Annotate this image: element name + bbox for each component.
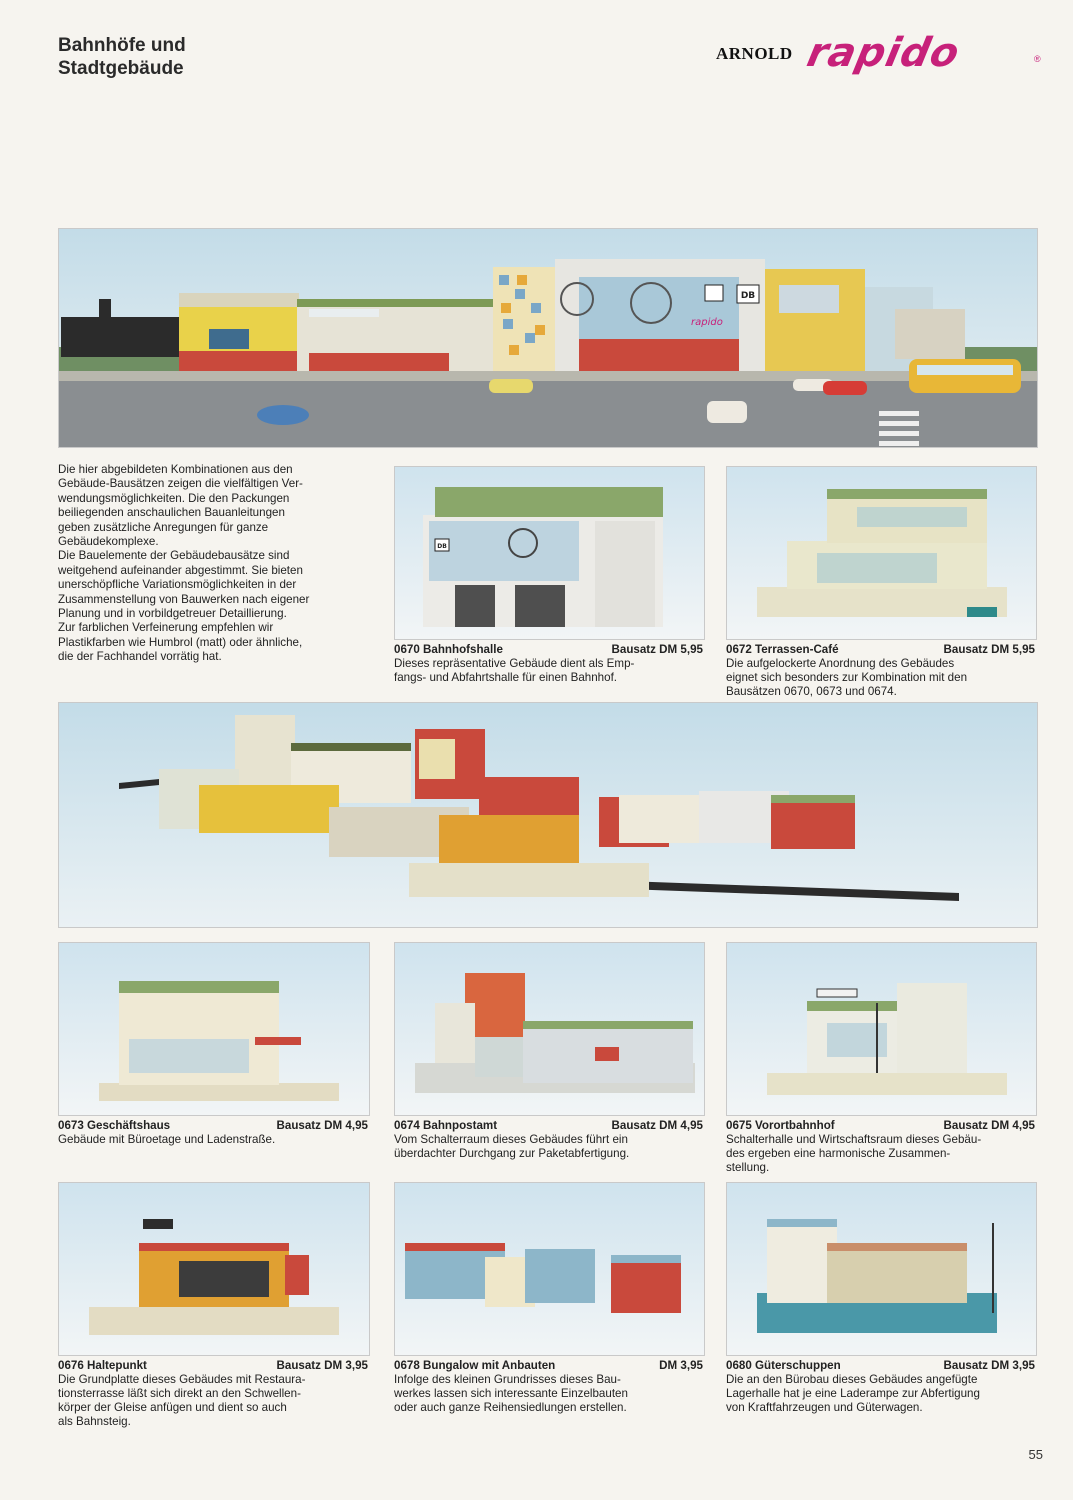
product-description: Die aufgelockerte Anordnung des Gebäudes eignet sich besonders zur Kombination mit den Bausätzen 0670, 0673 und 0674. <box>726 657 968 698</box>
product-photo-0670 <box>394 466 705 640</box>
product-name: 0678 Bungalow mit Anbauten <box>394 1359 556 1372</box>
product-name: 0680 Güterschuppen <box>726 1359 841 1372</box>
hero-photo-station-complex <box>58 228 1038 448</box>
product-price: Bausatz DM 5,95 <box>611 643 703 656</box>
product-name: 0676 Haltepunkt <box>58 1359 147 1372</box>
title-line-2: Stadtgebäude <box>58 58 184 79</box>
model-bahnhofshalle <box>395 467 704 639</box>
station-scene-illustration <box>59 229 1037 447</box>
product-price: Bausatz DM 5,95 <box>943 643 1035 656</box>
combination-model-illustration <box>59 703 1037 927</box>
product-description: Schalterhalle und Wirtschaftsraum dieses Gebäu- des ergeben eine harmonische Zusammen- stellung. <box>726 1133 982 1174</box>
product-name: 0672 Terrassen-Café <box>726 643 839 656</box>
model-bahnpostamt <box>395 943 704 1115</box>
model-terrassen-cafe <box>727 467 1036 639</box>
product-name: 0670 Bahnhofshalle <box>394 643 503 656</box>
model-db-sign: DB <box>437 543 447 550</box>
product-price: Bausatz DM 4,95 <box>943 1119 1035 1132</box>
product-photo-0674 <box>394 942 705 1116</box>
product-price: Bausatz DM 3,95 <box>943 1359 1035 1372</box>
hero-rapido-sign: rapido <box>691 317 723 328</box>
product-description: Infolge des kleinen Grundrisses dieses Bau- werkes lassen sich interessante Einzelbauten oder auch ganze Reihensiedlungen erstellen. <box>394 1373 628 1414</box>
product-name: 0675 Vorortbahnhof <box>726 1119 835 1132</box>
product-price: Bausatz DM 4,95 <box>276 1119 368 1132</box>
brand-arnold: ARNOLD <box>716 44 793 63</box>
brand-registered-mark: ® <box>1034 54 1041 64</box>
product-photo-0672 <box>726 466 1037 640</box>
intro-paragraph: Die hier abgebildeten Kombinationen aus den Gebäude-Bausätzen zeigen die vielfältigen Ver- wendungsmöglichkeiten. Die den Packungen beiliegenden anschaulichen Bauanleitungen geben zusätzliche Anregungen für ganze Gebäudekomplexe. Die Bauelemente der Gebäudebausätze sind weitgehend aufeinander abgestimmt. Sie bieten unerschöpfliche Variationsmöglichkeiten in der Zusammenstellung von Bauwerken nach eigener Planung und in vorbildgetreuer Detaillierung. Zur farblichen Verfeinerung empfehlen wir Plastikfarben wie Humbrol (matt) oder ähnliche, die der Fachhandel vorrätig hat. <box>58 463 310 664</box>
model-gueterschuppen <box>727 1183 1036 1355</box>
product-description: Die Grundplatte dieses Gebäudes mit Restaura- tionsterrasse läßt sich direkt an den Schwellen- körper der Gleise anfügen und dient so auch als Bahnsteig. <box>58 1373 306 1428</box>
product-photo-0676 <box>58 1182 370 1356</box>
product-name: 0673 Geschäftshaus <box>58 1119 171 1132</box>
title-line-1: Bahnhöfe und <box>58 35 186 56</box>
product-price: Bausatz DM 4,95 <box>611 1119 703 1132</box>
brand-logo <box>716 30 1046 76</box>
product-description: Gebäude mit Büroetage und Ladenstraße. <box>58 1133 276 1146</box>
caption-0680 <box>726 1359 1035 1415</box>
product-photo-0678 <box>394 1182 705 1356</box>
caption-0672 <box>726 643 1035 699</box>
product-photo-0673 <box>58 942 370 1116</box>
model-haltepunkt <box>59 1183 369 1355</box>
caption-0673 <box>58 1119 368 1147</box>
product-photo-0680 <box>726 1182 1037 1356</box>
product-description: Vom Schalterraum dieses Gebäudes führt ein überdachter Durchgang zur Paketabfertigung. <box>394 1133 630 1160</box>
model-bungalow <box>395 1183 704 1355</box>
model-vorortbahnhof <box>727 943 1036 1115</box>
caption-0678 <box>394 1359 703 1415</box>
caption-0675 <box>726 1119 1035 1175</box>
combination-photo <box>58 702 1038 928</box>
caption-0670 <box>394 643 703 685</box>
product-photo-0675 <box>726 942 1037 1116</box>
product-description: Dieses repräsentative Gebäude dient als Emp- fangs- und Abfahrtshalle für einen Bahnhof. <box>394 657 635 684</box>
page-number: 55 <box>1028 1447 1043 1462</box>
product-price: DM 3,95 <box>659 1359 703 1372</box>
hero-db-sign: DB <box>740 291 756 301</box>
page-title <box>58 34 186 80</box>
caption-0676 <box>58 1359 368 1429</box>
product-description: Die an den Bürobau dieses Gebäudes angefügte Lagerhalle hat je eine Laderampe zur Abfertigung von Kraftfahrzeugen und Güterwagen. <box>726 1373 980 1414</box>
product-name: 0674 Bahnpostamt <box>394 1119 498 1132</box>
product-price: Bausatz DM 3,95 <box>276 1359 368 1372</box>
brand-rapido: rapido <box>803 30 965 76</box>
model-geschaeftshaus <box>59 943 369 1115</box>
caption-0674 <box>394 1119 703 1161</box>
